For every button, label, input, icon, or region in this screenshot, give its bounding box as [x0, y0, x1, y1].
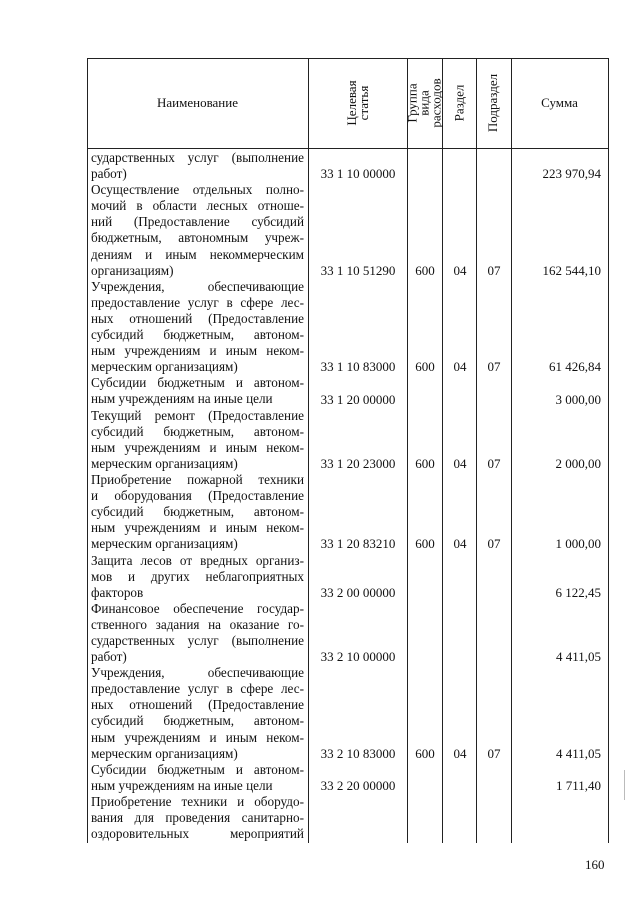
row-subsection: 07	[487, 262, 501, 278]
row-name: Учреждения, обеспечивающие предоставление услуг в сфере лес- ных отношений (Предоставление субсидий бюджетным, автоном- ным учреждениям и иным неком- мерческим организациям)	[91, 665, 304, 761]
row-group: 600	[415, 455, 435, 471]
row-sum: 223 970,94	[542, 166, 601, 182]
header-name: Наименование	[157, 95, 238, 110]
col-border-section	[476, 58, 477, 843]
row-code: 33 1 20 00000	[320, 391, 396, 407]
row-sum: 4 411,05	[555, 745, 601, 761]
page-number: 160	[585, 857, 605, 872]
budget-table	[87, 58, 609, 843]
col-border-name	[308, 58, 309, 843]
row-group: 600	[415, 536, 435, 552]
col-border-group	[442, 58, 443, 843]
row-code: 33 1 20 23000	[320, 455, 396, 471]
row-sum: 4 411,05	[555, 649, 601, 665]
row-code: 33 2 20 00000	[320, 777, 396, 793]
row-section: 04	[453, 745, 467, 761]
row-sum: 6 122,45	[555, 584, 601, 600]
row-name: Финансовое обеспечение государ- ственного задания на оказание го- сударственных услуг (выполнение работ)	[91, 600, 304, 665]
row-section: 04	[453, 262, 467, 278]
row-group: 600	[415, 359, 435, 375]
row-sum: 3 000,00	[555, 391, 601, 407]
col-border-right	[608, 58, 609, 843]
row-name: Приобретение пожарной техники и оборудования (Предоставление субсидий бюджетным, автоном- ным учреждениям и иным неком- мерческим организациям)	[91, 472, 304, 552]
row-name: Субсидии бюджетным и автоном- ным учреждениям на иные цели	[91, 375, 304, 407]
row-code: 33 2 10 00000	[320, 649, 396, 665]
header-subsection: Подраздел	[485, 73, 501, 133]
row-group: 600	[415, 745, 435, 761]
row-section: 04	[453, 359, 467, 375]
header-group: Группа вида расходов	[404, 78, 444, 128]
row-name: Осуществление отдельных полно- мочий в области лесных отноше- ний (Предоставление субсидий бюджетным, автономным учреж- дениям и иным некоммерческим организациям)	[91, 182, 304, 278]
row-subsection: 07	[487, 455, 501, 471]
row-code: 33 1 10 51290	[320, 262, 396, 278]
row-subsection: 07	[487, 359, 501, 375]
col-border-code	[407, 58, 408, 843]
row-sum: 162 544,10	[542, 262, 601, 278]
row-name: Субсидии бюджетным и автоном- ным учреждениям на иные цели	[91, 761, 304, 793]
row-group: 600	[415, 262, 435, 278]
row-code: 33 1 10 00000	[320, 166, 396, 182]
row-code: 33 1 10 83000	[320, 359, 396, 375]
row-subsection: 07	[487, 536, 501, 552]
header-sum: Сумма	[541, 95, 578, 110]
scan-mark	[624, 770, 625, 800]
row-name: Текущий ремонт (Предоставление субсидий бюджетным, автоном- ным учреждениям и иным неком- мерческим организациям)	[91, 407, 304, 471]
row-code: 33 2 00 00000	[320, 584, 396, 600]
col-border-left	[87, 58, 88, 843]
row-code: 33 1 20 83210	[320, 536, 396, 552]
row-code: 33 2 10 83000	[320, 745, 396, 761]
header-section: Раздел	[451, 84, 466, 122]
header-code: Целевая статья	[343, 80, 371, 126]
row-name: сударственных услуг (выполнение работ)	[91, 150, 304, 182]
row-sum: 1 000,00	[555, 536, 601, 552]
header-bottom-border	[87, 148, 609, 149]
row-name: Приобретение техники и оборудо- вания для проведения санитарно- оздоровительных мероприятий	[91, 794, 304, 842]
row-name: Учреждения, обеспечивающие предоставление услуг в сфере лес- ных отношений (Предоставление субсидий бюджетным, автоном- ным учреждениям и иным неком- мерческим организациям)	[91, 278, 304, 375]
row-subsection: 07	[487, 745, 501, 761]
row-sum: 1 711,40	[555, 777, 601, 793]
row-section: 04	[453, 536, 467, 552]
row-sum: 61 426,84	[549, 359, 601, 375]
row-name: Защита лесов от вредных организ- мов и других неблагоприятных факторов	[91, 552, 304, 600]
row-section: 04	[453, 455, 467, 471]
row-sum: 2 000,00	[555, 455, 601, 471]
